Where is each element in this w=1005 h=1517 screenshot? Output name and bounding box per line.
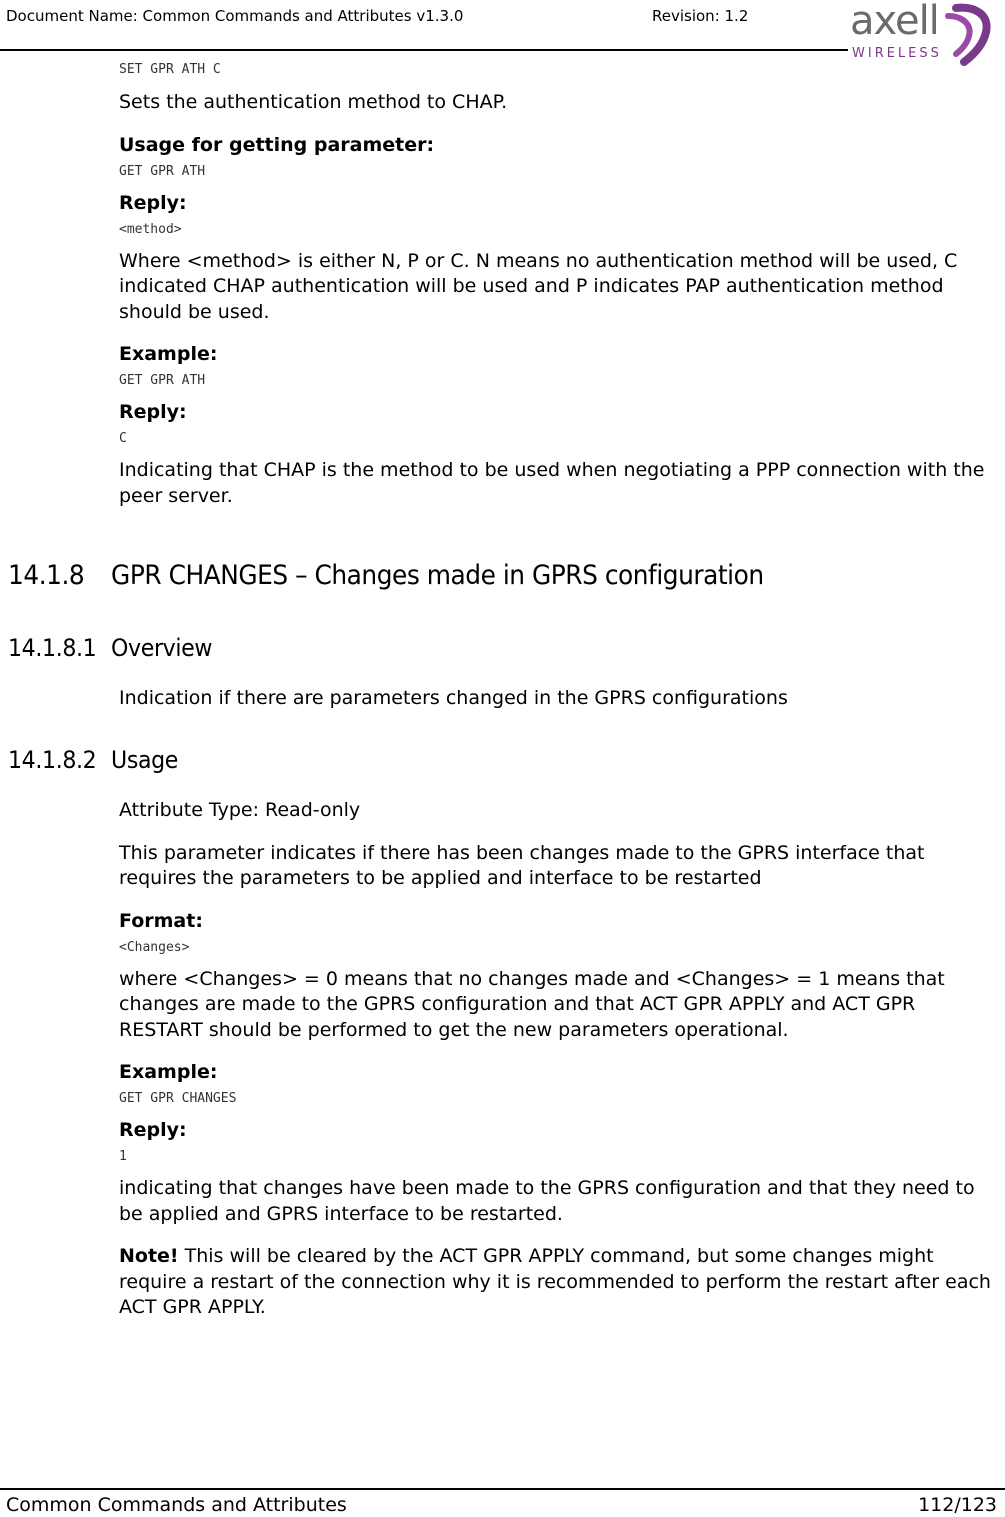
- logo-subtext: WIRELESS: [852, 46, 942, 61]
- example-description: Indicating that CHAP is the method to be used when negotiating a PPP connection with the peer server.: [119, 459, 985, 507]
- format-value: <Changes>: [119, 939, 190, 955]
- reply-value: <method>: [119, 221, 182, 237]
- usage-example-code: GET GPR CHANGES: [119, 1091, 237, 1106]
- code-set: SET GPR ATH C: [119, 62, 221, 77]
- section-number: 14.1.8: [8, 560, 85, 591]
- attribute-type: Attribute Type: Read-only: [119, 799, 361, 821]
- logo-text: axell: [850, 0, 939, 44]
- overview-number: 14.1.8.1: [8, 634, 97, 662]
- usage-reply-label: Reply:: [119, 1119, 187, 1141]
- usage-description: This parameter indicates if there has been changes made to the GPRS interface that requires the parameters to be applied and interface to be restarted: [119, 841, 925, 889]
- example-reply-value: C: [119, 431, 127, 446]
- note-paragraph: [119, 1244, 1003, 1321]
- footer-title: Common Commands and Attributes: [6, 1494, 347, 1516]
- example-label: Example:: [119, 343, 218, 365]
- note-text: This will be cleared by the ACT GPR APPLY command, but some changes might require a restart of the connection why it is recommended to perform the restart after each ACT GPR APPLY.: [119, 1245, 991, 1318]
- overview-title: Overview: [111, 634, 213, 662]
- top-content: [119, 58, 1003, 509]
- page-number: 112/123: [918, 1494, 997, 1516]
- set-description: Sets the authentication method to CHAP.: [119, 91, 508, 113]
- example-reply-label: Reply:: [119, 401, 187, 423]
- usage-number: 14.1.8.2: [8, 746, 97, 774]
- document-name: Document Name: Common Commands and Attributes v1.3.0: [6, 7, 464, 25]
- format-label: Format:: [119, 909, 203, 932]
- logo-swoosh-icon: [934, 2, 1004, 66]
- overview-body: [119, 686, 1003, 712]
- section-title: GPR CHANGES – Changes made in GPRS configuration: [111, 560, 764, 591]
- usage-get-label: Usage for getting parameter:: [119, 133, 435, 156]
- section-heading: [8, 560, 764, 591]
- header-divider: [0, 49, 848, 51]
- overview-text: Indication if there are parameters changed in the GPRS configurations: [119, 687, 788, 709]
- usage-example-label: Example:: [119, 1061, 218, 1083]
- footer-divider: [0, 1488, 1005, 1490]
- usage-reply-description: indicating that changes have been made to the GPRS configuration and that they need to be applied and GPRS interface to be restarted.: [119, 1177, 975, 1225]
- overview-heading: [8, 634, 212, 662]
- reply-label: Reply:: [119, 191, 187, 214]
- format-description: where <Changes> = 0 means that no changes made and <Changes> = 1 means that changes are made to the GPRS configuration and that ACT GPR APPLY and ACT GPR RESTART should be performed to get the new parameters operational.: [119, 967, 945, 1041]
- usage-heading: [8, 746, 178, 774]
- example-code: GET GPR ATH: [119, 373, 206, 388]
- usage-reply-value: 1: [119, 1149, 127, 1164]
- revision: Revision: 1.2: [652, 7, 749, 25]
- code-get: GET GPR ATH: [119, 163, 206, 179]
- usage-title: Usage: [111, 746, 178, 774]
- note-label: Note!: [119, 1245, 179, 1267]
- usage-body: [119, 798, 1003, 1321]
- reply-description: Where <method> is either N, P or C. N means no authentication method will be used, C indicated CHAP authentication will be used and P indicates PAP authentication method should be used.: [119, 249, 958, 323]
